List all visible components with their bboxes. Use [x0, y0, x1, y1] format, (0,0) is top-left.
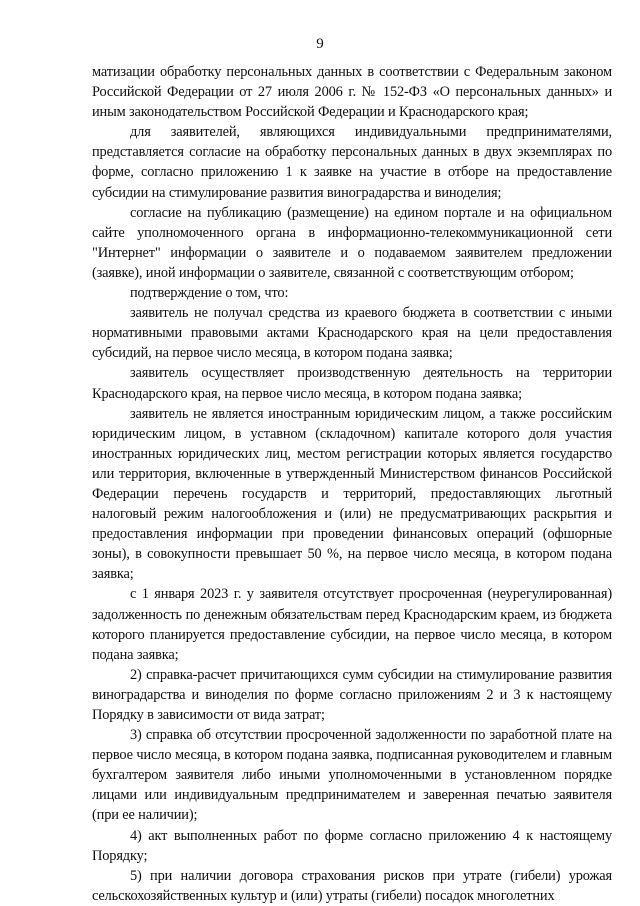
paragraph-7: заявитель не является иностранным юридическим лицом, а также российским юридическим лицом, в уставном (складочном) капитале которого доля участия иностранных юридических лиц, местом регистрации которых является государство или территория, включенные в утвержденный Министерством финансов Российской Федерации перечень государств и территорий, предоставляющих льготный налоговый режим налогообложения и (или) не предусматривающих раскрытия и предоставления информации при проведении финансовых операций (офшорные зоны), в совокупности превышает 50 %, на первое число месяца, в котором подана заявка; — [92, 405, 612, 583]
paragraph-8: с 1 января 2023 г. у заявителя отсутствует просроченная (неурегулированная) задолженность по денежным обязательствам перед Краснодарским краем, из бюджета которого планируется предоставление субсидии, на первое число месяца, в котором подана заявка; — [92, 586, 612, 663]
paragraph-10: 3) справка об отсутствии просроченной задолженности по заработной плате на первое число месяца, в котором подана заявка, подписанная руководителем и главным бухгалтером заявителя либо иными уполномоченными в установленном порядке лицами или индивидуальным предпринимателем и заверенная печатью заявителя (при ее наличии); — [92, 727, 612, 824]
paragraph-1: матизации обработку персональных данных в соответствии с Федеральным законом Российской Федерации от 27 июля 2006 г. № 152-ФЗ «О персональных данных» и иным законодательством Российской Федерации и Краснодарского края; — [92, 64, 612, 121]
paragraph-3: согласие на публикацию (размещение) на едином портале и на официальном сайте уполномоченного органа в информационно-телекоммуникационной сети "Интернет" информации о заявителе и о подаваемом заявителем предложении (заявке), иной информации о заявителе, связанной с соответствующим отбором; — [92, 204, 612, 281]
document-body — [92, 62, 612, 906]
paragraph-6: заявитель осуществляет производственную деятельность на территории Краснодарского края, на первое число месяца, в котором подана заявка; — [92, 365, 612, 402]
paragraph-11: 4) акт выполненных работ по форме согласно приложению 4 к настоящему Порядку; — [92, 827, 612, 864]
page-number: 9 — [316, 36, 324, 52]
paragraph-12: 5) при наличии договора страхования рисков при утрате (гибели) урожая сельскохозяйственных культур и (или) утраты (гибели) посадок многолетних — [92, 867, 612, 904]
paragraph-2: для заявителей, являющихся индивидуальными предпринимателями, представляется согласие на обработку персональных данных в двух экземплярах по форме, согласно приложению 1 к заявке на участие в отборе на предоставление субсидии на стимулирование развития виноградарства и виноделия; — [92, 124, 612, 201]
paragraph-5: заявитель не получал средства из краевого бюджета в соответствии с иными нормативными правовыми актами Краснодарского края на цели предоставления субсидий, на первое число месяца, в котором подана заявка; — [92, 305, 612, 362]
paragraph-9: 2) справка-расчет причитающихся сумм субсидии на стимулирование развития виноградарства и виноделия по форме согласно приложениям 2 и 3 к настоящему Порядку в зависимости от вида затрат; — [92, 666, 612, 723]
paragraph-4: подтверждение о том, что: — [130, 285, 289, 302]
